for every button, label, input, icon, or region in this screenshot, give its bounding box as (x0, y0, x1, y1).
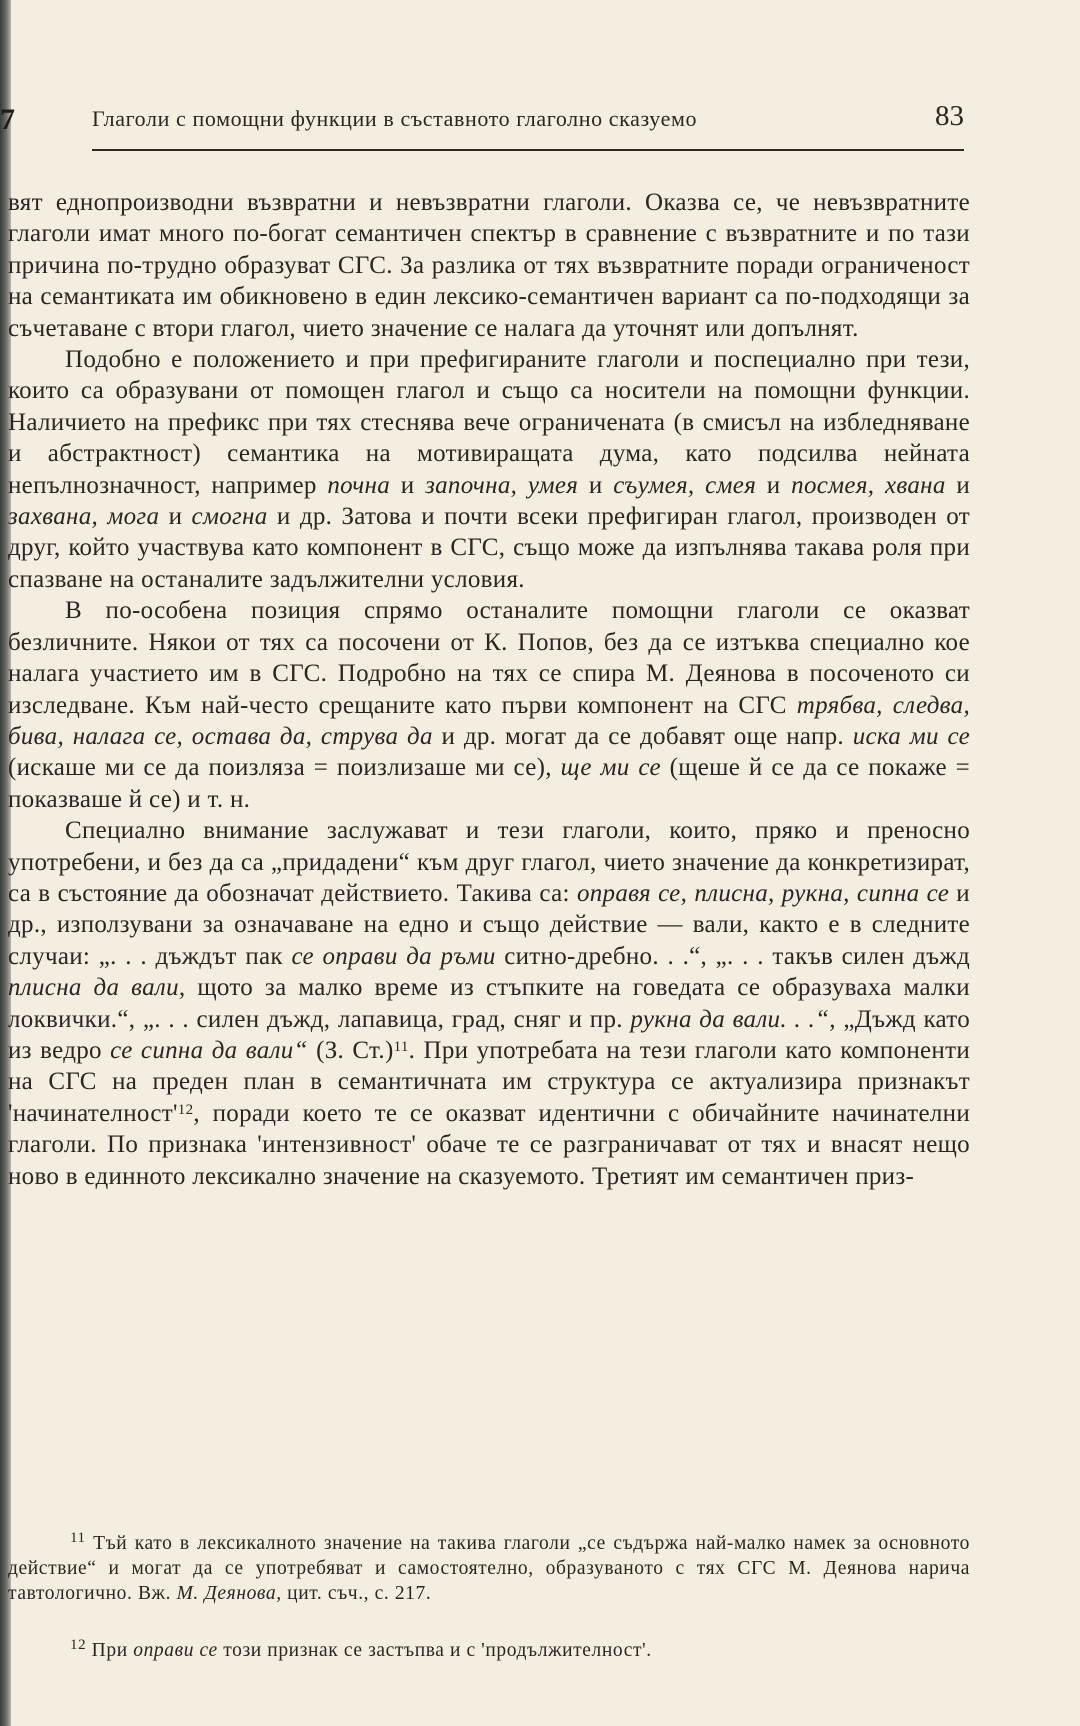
text-run: (З. Ст.) (307, 1036, 394, 1064)
italic-term: рукна да вали. . .“, (630, 1005, 836, 1033)
footnote-number: 12 (70, 1637, 87, 1653)
italic-term: оправи се (133, 1640, 218, 1661)
text-run: и др. Затова и почти всеки префигиран глагол, производен от друг, който участвува като компонент в СГС, също може да изпълнява такава роля при спазване на останалите задължителни условия. (8, 503, 970, 593)
italic-term: иска ми се (852, 722, 970, 750)
footnote-text: цит. съч., с. 217. (281, 1583, 432, 1604)
italic-term: трябва, следва, бива, налага се, остава да, струва да (8, 691, 970, 750)
page-number: 83 (935, 100, 964, 132)
paragraph-3 (8, 595, 970, 815)
paragraph-2 (8, 344, 970, 595)
text-run: . При употребата на тези глаголи като компоненти на СГС на преден план в семантичната им структура се актуализира признакът 'начинателност' (8, 1036, 971, 1127)
footnote-number: 11 (70, 1530, 86, 1546)
text-run: (щеше й се да се покаже = показваше й се) и т. н. (8, 754, 971, 813)
text-run: , поради което те се оказват идентични с обичайните начинателни глаголи. По признака 'интензивност' обаче те се разграничават от тях и внасят нещо ново в единното лексикално значение на сказуемото. Третият им семантичен приз- (8, 1099, 970, 1190)
footnote-text: Тъй като в лексикалното значение на такива глаголи „се съдържа най-малко намек за основното действие“ и могат да се употребяват и самостоятелно, образуваното с тях СГС М. Деянова нарича тавтологично. Вж. (8, 1533, 970, 1604)
text-run: щото за малко време из стъпките на говедата се образуваха малки локвички.“, „. . . силен дъжд, лапавица, град, сняг и пр. (8, 974, 970, 1033)
italic-term: почна (327, 471, 391, 499)
footnote-12 (8, 1638, 970, 1663)
text-run: и (390, 471, 426, 499)
italic-term: се оправи да ръми (291, 942, 496, 970)
text-run: „Дъжд като из ведро (8, 1005, 970, 1064)
italic-term: започна, умея (425, 471, 579, 499)
paragraph-1: вят еднопроизводни възвратни и невъзвратни глаголи. Оказва се, че невъзвратните глаголи имат много по-богат семантичен спектър в сравнение с възвратните и по тази причина по-трудно образуват СГС. За разлика от тях възвратните поради ограниченост на семантиката им обикновено в един лексико-семантичен вариант са по-подходящи за съчетаване с втори глагол, чието значение се налага да уточнят или допълнят. (8, 189, 970, 342)
text-run: и (945, 471, 971, 499)
text-run: и др. могат да се добавят още напр. (432, 722, 853, 750)
italic-term: се сипна да вали“ (110, 1036, 308, 1064)
footnote-11 (8, 1531, 970, 1606)
italic-term: посмея, хвана (791, 471, 946, 499)
italic-term: съумея, смея (613, 471, 757, 499)
text-run: и (578, 471, 614, 499)
italic-term: захвана, мога (8, 503, 160, 531)
text-run: В по-особена позиция спрямо останалите помощни глаголи се оказват безличните. Някои от тях са посочени от К. Попов, без да се изтъква специално кое налага участието им в СГС. Подробно на тях се спира М. Деянова в посоченото си изследване. Към най-често срещаните като първи компонент на СГС (8, 597, 970, 719)
italic-term: ще ми се (560, 754, 661, 782)
running-title: Глаголи с помощни функции в съставното глаголно сказуемо (92, 106, 698, 131)
footnote-text: този признак се застъпва и с 'продължителност'. (217, 1640, 652, 1661)
footnote-ref-11: 11 (393, 1038, 409, 1055)
text-run: (искаше ми се да поизляза = поизлизаше ми се), (8, 754, 561, 782)
text-run: Специално внимание заслужават и тези глаголи, които, пряко и преносно употребени, и без да са „придадени“ към друг глагол, чието значение да конкретизират, са в състояние да обозначат действието. Такива са: (8, 817, 970, 907)
page-header (92, 100, 964, 142)
text-run: и др., използувани за означаване на едно и също действие — вали, както е в следните случаи: „. . . дъждът пак (8, 879, 970, 970)
italic-term: смогна (191, 503, 268, 531)
main-text (8, 187, 970, 1192)
italic-author: М. Деянова, (176, 1583, 282, 1604)
text-run: ситно-дребно. . .“, „. . . такъв силен дъжд (495, 942, 970, 970)
text-run: Подобно е положението и при префигираните глаголи и поспециално при тези, които са образувани от помощен глагол и също са носители на помощни функции. Наличието на префикс при тях стеснява вече ограничената (в смисъл на избледняване и абстрактност) семантика на мотивиращата дума, като подсилва нейната непълнозначност, например (8, 346, 970, 499)
italic-term: оправя се, плисна, рукна, сипна се (576, 879, 950, 907)
footnote-text: При (86, 1640, 134, 1661)
italic-term: плисна да вали, (8, 974, 186, 1002)
header-rule (92, 149, 964, 151)
paragraph-4 (8, 815, 970, 1192)
footnote-ref-12: 12 (177, 1101, 194, 1118)
corner-mark: 7 (0, 103, 15, 136)
text-run: и (756, 471, 792, 499)
text-run: и (159, 503, 192, 531)
